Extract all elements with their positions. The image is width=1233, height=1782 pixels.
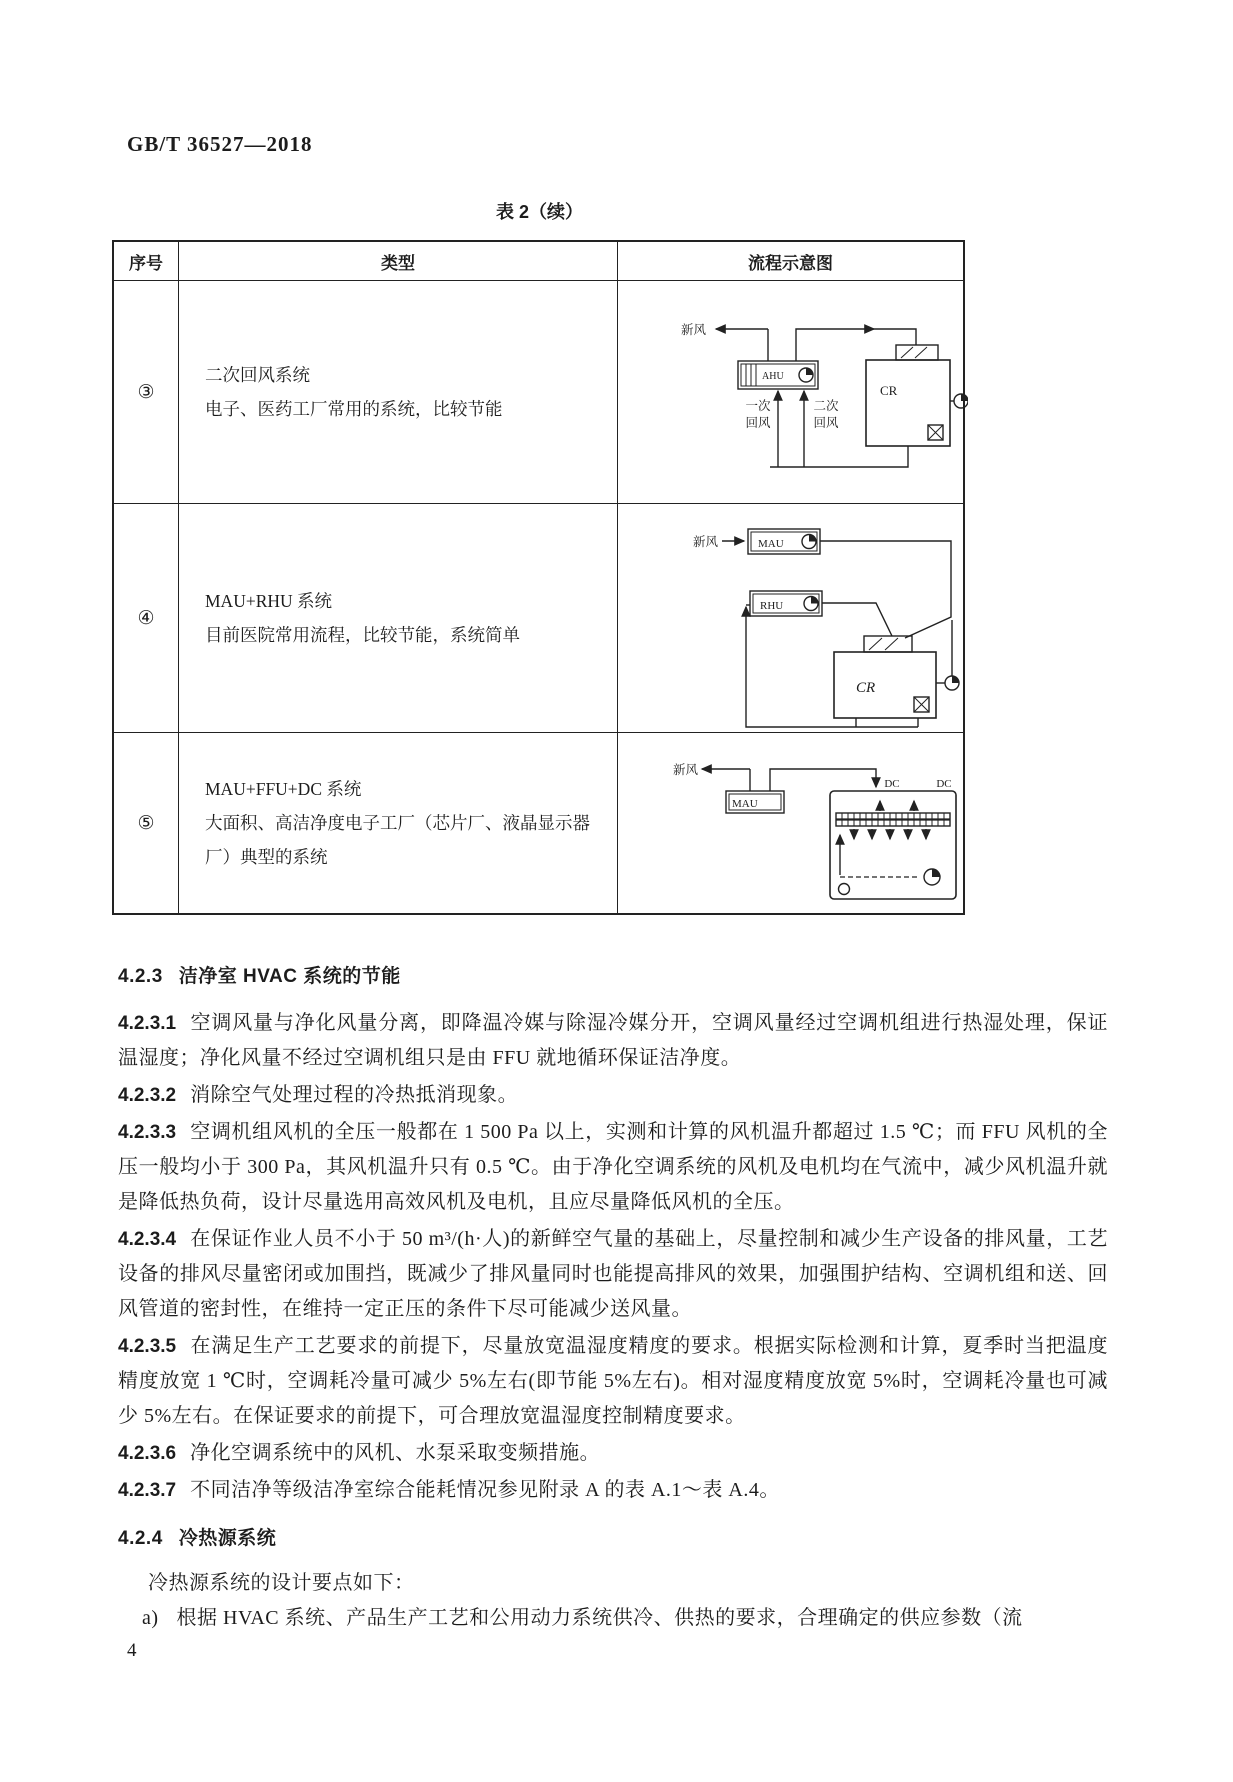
- clause-4-2-3-4: [118, 1222, 1108, 1327]
- d1-ahu-label: AHU: [762, 371, 784, 382]
- row-diagram-cell: [618, 504, 968, 732]
- col-header-type: 类型: [178, 242, 618, 280]
- clause-text: 在保证作业人员不小于 50 m³/(h·人)的新鲜空气量的基础上，尽量控制和减少生产设备的排风量，工艺设备的排风尽量密闭或加围挡，既减少了排风量同时也能提高排风的效果，加强围护结构、空调机组和送、回风管道的密封性，在维持一定正压的条件下尽可能减少送风量。: [118, 1228, 1108, 1320]
- d1-primary-return-label-1: 一次: [745, 399, 771, 413]
- diagram-mau-ffu-dc-system: [618, 737, 963, 909]
- d3-dc-label-1: DC: [884, 778, 900, 790]
- d3-fresh-air-label: 新风: [672, 763, 698, 777]
- d3-dc-label-2: DC: [936, 778, 952, 790]
- clause-text: 空调机组风机的全压一般都在 1 500 Pa 以上，实测和计算的风机温升都超过 1.5 ℃；而 FFU 风机的全压一般均小于 300 Pa，其风机温升只有 0.5 ℃。由于净化空调系统的风机及电机均在气流中，减少风机温升就是降低热负荷，设计尽量选用高效风机及电机，且应尽量降低风机的全压。: [118, 1121, 1108, 1213]
- type-desc: 电子、医药工厂常用的系统，比较节能: [205, 399, 503, 419]
- table-title: 表 2（续）: [495, 202, 583, 222]
- clause-4-2-3-7: [118, 1473, 1108, 1508]
- section-intro: [148, 1566, 1108, 1601]
- clause-number: 4.2.3.6: [118, 1443, 177, 1464]
- type-title: MAU+RHU 系统: [205, 591, 333, 611]
- heading-number: 4.2.3: [118, 966, 163, 987]
- row-type: [178, 733, 618, 913]
- table-row: [114, 280, 963, 503]
- heading-4-2-3: [118, 962, 1108, 992]
- heading-4-2-4: [118, 1524, 1108, 1554]
- d1-primary-return-label-2: 回风: [745, 416, 771, 430]
- page-number: 4: [127, 1640, 137, 1661]
- clause-number: 4.2.3.3: [118, 1122, 177, 1143]
- type-title: 二次回风系统: [205, 365, 310, 385]
- clause-text: 消除空气处理过程的冷热抵消现象。: [190, 1084, 519, 1106]
- clause-4-2-3-3: [118, 1115, 1108, 1220]
- row-no: ④: [137, 607, 155, 629]
- clause-number: 4.2.3.4: [118, 1229, 177, 1250]
- diagram-secondary-return-system: [618, 289, 968, 495]
- d1-fresh-air-label: 新风: [680, 323, 706, 337]
- heading-title: 冷热源系统: [178, 1528, 277, 1549]
- d1-secondary-return-label-1: 二次: [813, 399, 839, 413]
- list-item-a: [142, 1601, 1108, 1636]
- d2-cr-label: CR: [856, 680, 876, 696]
- clause-text: 在满足生产工艺要求的前提下，尽量放宽温湿度精度的要求。根据实际检测和计算，夏季时当把温度精度放宽 1 ℃时，空调耗冷量可减少 5%左右(即节能 5%左右)。相对湿度精度放宽 5%时，空调耗冷量也可减少 5%左右。在保证要求的前提下，可合理放宽温湿度控制精度要求。: [118, 1335, 1108, 1427]
- d1-secondary-return-label-2: 回风: [813, 416, 839, 430]
- d1-cr-label: CR: [880, 383, 898, 398]
- intro-text: 冷热源系统的设计要点如下：: [148, 1572, 415, 1594]
- clause-text: 净化空调系统中的风机、水泵采取变频措施。: [190, 1442, 601, 1464]
- body-text: [118, 962, 1108, 1636]
- col-header-no: 序号: [129, 253, 163, 273]
- row-no: ⑤: [137, 812, 155, 834]
- row-diagram-cell: [618, 281, 968, 503]
- row-diagram-cell: [618, 733, 963, 913]
- clause-4-2-3-1: [118, 1006, 1108, 1076]
- doc-number: GB/T 36527—2018: [127, 132, 313, 156]
- type-desc: 目前医院常用流程，比较节能，系统简单: [205, 625, 520, 645]
- system-type-table: [112, 240, 965, 915]
- item-text: 根据 HVAC 系统、产品生产工艺和公用动力系统供冷、供热的要求，合理确定的供应参数（流: [176, 1607, 1023, 1629]
- heading-title: 洁净室 HVAC 系统的节能: [178, 966, 401, 987]
- d3-mau-label: MAU: [732, 798, 758, 810]
- d2-rhu-label: RHU: [760, 600, 784, 612]
- clause-4-2-3-5: [118, 1329, 1108, 1434]
- row-no: ③: [137, 381, 155, 403]
- table-row: [114, 503, 963, 732]
- table-row: [114, 732, 963, 913]
- row-type: [178, 504, 618, 732]
- row-type: [178, 281, 618, 503]
- clause-number: 4.2.3.5: [118, 1336, 177, 1357]
- clause-number: 4.2.3.1: [118, 1013, 177, 1034]
- clause-number: 4.2.3.7: [118, 1480, 177, 1501]
- d2-mau-label: MAU: [758, 538, 784, 550]
- clause-text: 空调风量与净化风量分离，即降温冷媒与除湿冷媒分开，空调风量经过空调机组进行热湿处理，保证温湿度；净化风量不经过空调机组只是由 FFU 就地循环保证洁净度。: [118, 1012, 1108, 1069]
- diagram-mau-rhu-system: [618, 507, 968, 729]
- type-desc: 大面积、高洁净度电子工厂（芯片厂、液晶显示器厂）典型的系统: [205, 813, 590, 867]
- type-title: MAU+FFU+DC 系统: [205, 779, 362, 799]
- heading-number: 4.2.4: [118, 1528, 163, 1549]
- clause-4-2-3-2: [118, 1078, 1108, 1113]
- d2-fresh-air-label: 新风: [692, 535, 718, 549]
- item-label: a): [142, 1607, 159, 1629]
- clause-text: 不同洁净等级洁净室综合能耗情况参见附录 A 的表 A.1～表 A.4。: [190, 1479, 780, 1501]
- col-header-diagram: 流程示意图: [748, 253, 833, 273]
- clause-number: 4.2.3.2: [118, 1085, 177, 1106]
- table-header-row: [114, 242, 963, 280]
- clause-4-2-3-6: [118, 1436, 1108, 1471]
